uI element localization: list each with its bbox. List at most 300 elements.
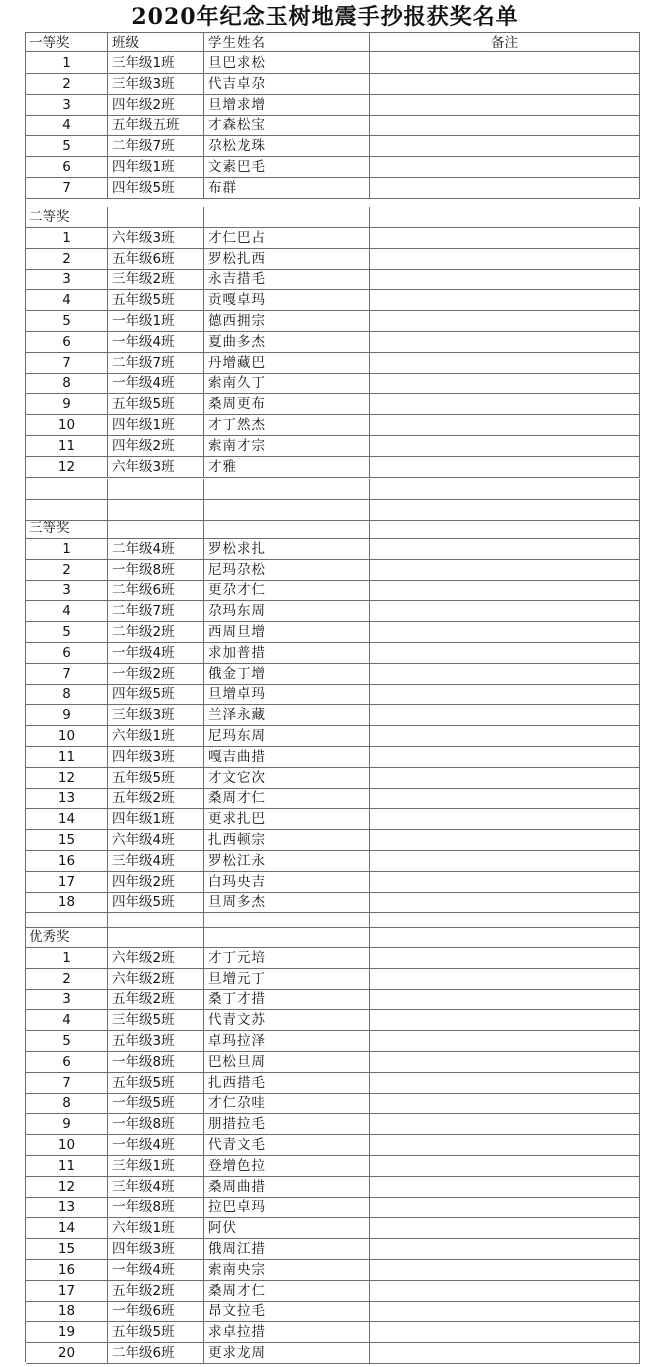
- table-row: [26, 643, 640, 664]
- remarks-cell: [370, 311, 640, 331]
- remarks-cell: [370, 436, 640, 456]
- section-label-row: [26, 927, 640, 948]
- table-row: [26, 1301, 640, 1322]
- class-name: 六年级2班: [108, 969, 204, 989]
- empty-cell: [26, 479, 108, 499]
- student-name: 西周旦增: [204, 622, 370, 642]
- student-name: 嘎吉曲措: [204, 747, 370, 767]
- empty-cell: [204, 479, 370, 499]
- table-row: [26, 1135, 640, 1156]
- class-name: 一年级1班: [108, 311, 204, 331]
- student-name: 才丁然杰: [204, 415, 370, 435]
- remarks-cell: [370, 969, 640, 989]
- class-name: 四年级3班: [108, 747, 204, 767]
- table-row: [26, 1197, 640, 1218]
- rank-number: 18: [26, 1301, 108, 1321]
- class-name: 一年级8班: [108, 1197, 204, 1217]
- table-row: [26, 788, 640, 809]
- empty-row: [26, 907, 640, 928]
- student-name: 桑周曲措: [204, 1177, 370, 1197]
- remarks-cell: [370, 872, 640, 892]
- rank-number: 20: [26, 1343, 108, 1363]
- table-row: [26, 95, 640, 116]
- table-row: [26, 74, 640, 95]
- rank-number: 14: [26, 1218, 108, 1238]
- rank-number: 14: [26, 809, 108, 829]
- rank-number: 10: [26, 1135, 108, 1155]
- rank-number: 12: [26, 457, 108, 477]
- remarks-cell: [370, 457, 640, 477]
- student-name: 罗松江永: [204, 851, 370, 871]
- student-name: 代青文毛: [204, 1135, 370, 1155]
- student-name: 扎西顿宗: [204, 830, 370, 850]
- table-row: [26, 560, 640, 581]
- empty-cell: [26, 907, 108, 927]
- empty-cell: [204, 907, 370, 927]
- rank-number: 6: [26, 332, 108, 352]
- student-name: 尼玛尕松: [204, 560, 370, 580]
- rank-number: 9: [26, 394, 108, 414]
- table-row: [26, 948, 640, 969]
- remarks-cell: [370, 290, 640, 310]
- remarks-cell: [370, 1322, 640, 1342]
- table-row: [26, 872, 640, 893]
- rank-number: 9: [26, 705, 108, 725]
- rank-number: 4: [26, 601, 108, 621]
- student-name: 才仁巴占: [204, 228, 370, 248]
- rank-number: 5: [26, 136, 108, 156]
- student-name: 朋措拉毛: [204, 1114, 370, 1134]
- student-name: 尼玛东周: [204, 726, 370, 746]
- table-row: [26, 436, 640, 457]
- class-name: 二年级7班: [108, 601, 204, 621]
- class-name: 一年级4班: [108, 1135, 204, 1155]
- student-name: 旦巴求松: [204, 53, 370, 73]
- table-row: [26, 115, 640, 136]
- student-name: 贡嘎卓玛: [204, 290, 370, 310]
- empty-cell: [26, 500, 108, 520]
- student-name: 旦增元丁: [204, 969, 370, 989]
- student-name: 尕玛东周: [204, 601, 370, 621]
- table-row: [26, 1322, 640, 1343]
- table-row: [26, 457, 640, 478]
- remarks-cell: [370, 1260, 640, 1280]
- remarks-cell: [370, 830, 640, 850]
- empty-cell: [108, 207, 204, 227]
- remarks-cell: [370, 622, 640, 642]
- class-name: 六年级1班: [108, 1218, 204, 1238]
- remarks-cell: [370, 989, 640, 1009]
- table-row: [26, 290, 640, 311]
- remarks-cell: [370, 1281, 640, 1301]
- remarks-cell: [370, 1343, 640, 1363]
- student-name: 才丁元培: [204, 948, 370, 968]
- rank-number: 11: [26, 1156, 108, 1176]
- student-name: 索南久丁: [204, 373, 370, 393]
- rank-number: 4: [26, 115, 108, 135]
- rank-number: 7: [26, 178, 108, 198]
- class-name: 三年级5班: [108, 1010, 204, 1030]
- empty-cell: [370, 500, 640, 520]
- student-name: 才森松宝: [204, 115, 370, 135]
- class-name: 五年级5班: [108, 1322, 204, 1342]
- remarks-cell: [370, 53, 640, 73]
- table-row: [26, 747, 640, 768]
- rank-number: 15: [26, 830, 108, 850]
- rank-number: 17: [26, 1281, 108, 1301]
- student-name: 索南央宗: [204, 1260, 370, 1280]
- remarks-cell: [370, 1156, 640, 1176]
- student-name-column-header: 学生姓名: [204, 33, 370, 53]
- remarks-cell: [370, 664, 640, 684]
- table-row: [26, 53, 640, 74]
- student-name: 白玛央吉: [204, 872, 370, 892]
- student-name: 文素巴毛: [204, 157, 370, 177]
- rank-number: 7: [26, 664, 108, 684]
- rank-number: 18: [26, 892, 108, 912]
- remarks-cell: [370, 948, 640, 968]
- remarks-cell: [370, 726, 640, 746]
- rank-number: 4: [26, 1010, 108, 1030]
- rank-number: 3: [26, 269, 108, 289]
- student-name: 昂文拉毛: [204, 1301, 370, 1321]
- class-name: 四年级2班: [108, 436, 204, 456]
- student-name: 阿伏: [204, 1218, 370, 1238]
- table-row: [26, 664, 640, 685]
- empty-cell: [108, 927, 204, 947]
- remarks-cell: [370, 1177, 640, 1197]
- class-name: 一年级4班: [108, 643, 204, 663]
- rank-number: 6: [26, 643, 108, 663]
- empty-cell: [204, 500, 370, 520]
- class-name: 一年级4班: [108, 1260, 204, 1280]
- class-name: 一年级8班: [108, 1052, 204, 1072]
- class-name: 六年级3班: [108, 457, 204, 477]
- remarks-cell: [370, 269, 640, 289]
- remarks-cell: [370, 353, 640, 373]
- remarks-cell: [370, 136, 640, 156]
- table-row: [26, 332, 640, 353]
- class-name: 三年级2班: [108, 269, 204, 289]
- student-name: 德西拥宗: [204, 311, 370, 331]
- rank-number: 6: [26, 1052, 108, 1072]
- empty-cell: [370, 518, 640, 538]
- class-name: 一年级4班: [108, 332, 204, 352]
- empty-cell: [108, 500, 204, 520]
- remarks-cell: [370, 115, 640, 135]
- student-name: 更求扎巴: [204, 809, 370, 829]
- class-name: 四年级3班: [108, 1239, 204, 1259]
- table-row: [26, 311, 640, 332]
- class-name: 四年级2班: [108, 872, 204, 892]
- class-name: 二年级6班: [108, 1343, 204, 1363]
- student-name: 罗松扎西: [204, 249, 370, 269]
- empty-cell: [204, 207, 370, 227]
- table-row: [26, 580, 640, 601]
- class-name: 六年级3班: [108, 228, 204, 248]
- table-row: [26, 157, 640, 178]
- table-row: [26, 1239, 640, 1260]
- remarks-cell: [370, 809, 640, 829]
- student-name: 登增色拉: [204, 1156, 370, 1176]
- rank-number: 2: [26, 74, 108, 94]
- class-name: 一年级8班: [108, 560, 204, 580]
- class-name: 四年级1班: [108, 415, 204, 435]
- class-name: 一年级8班: [108, 1114, 204, 1134]
- table-row: [26, 249, 640, 270]
- rank-number: 13: [26, 788, 108, 808]
- student-name: 旦增卓玛: [204, 684, 370, 704]
- student-name: 桑周才仁: [204, 1281, 370, 1301]
- rank-number: 8: [26, 373, 108, 393]
- table-row: [26, 726, 640, 747]
- remarks-cell: [370, 601, 640, 621]
- section-label-row: [26, 518, 640, 539]
- section-label: 优秀奖: [26, 927, 108, 947]
- remarks-cell: [370, 394, 640, 414]
- table-row: [26, 178, 640, 199]
- table-row: [26, 768, 640, 789]
- student-name: 桑周才仁: [204, 788, 370, 808]
- empty-cell: [370, 907, 640, 927]
- class-name: 一年级2班: [108, 664, 204, 684]
- table-row: [26, 1260, 640, 1281]
- table-row: [26, 269, 640, 290]
- student-name: 巴松旦周: [204, 1052, 370, 1072]
- student-name: 求卓拉措: [204, 1322, 370, 1342]
- empty-cell: [370, 207, 640, 227]
- rank-number: 17: [26, 872, 108, 892]
- class-name: 一年级4班: [108, 373, 204, 393]
- rank-number: 5: [26, 1031, 108, 1051]
- remarks-cell: [370, 1114, 640, 1134]
- student-name: 扎西措毛: [204, 1073, 370, 1093]
- rank-number: 9: [26, 1114, 108, 1134]
- remarks-cell: [370, 1093, 640, 1113]
- rank-number: 16: [26, 851, 108, 871]
- table-row: [26, 1343, 640, 1364]
- remarks-cell: [370, 1301, 640, 1321]
- student-name: 旦增求增: [204, 95, 370, 115]
- remarks-cell: [370, 332, 640, 352]
- remarks-cell: [370, 643, 640, 663]
- remarks-cell: [370, 851, 640, 871]
- table-row: [26, 1281, 640, 1302]
- class-name: 五年级6班: [108, 249, 204, 269]
- table-row: [26, 601, 640, 622]
- empty-cell: [108, 518, 204, 538]
- table-row: [26, 622, 640, 643]
- sheet-left-border: [25, 32, 26, 1362]
- empty-cell: [204, 927, 370, 947]
- class-name: 四年级1班: [108, 809, 204, 829]
- class-name: 四年级5班: [108, 684, 204, 704]
- remarks-cell: [370, 705, 640, 725]
- rank-number: 1: [26, 53, 108, 73]
- table-row: [26, 1031, 640, 1052]
- rank-number: 13: [26, 1197, 108, 1217]
- rank-number: 8: [26, 1093, 108, 1113]
- class-column-header: 班级: [108, 33, 204, 53]
- class-name: 二年级4班: [108, 539, 204, 559]
- table-row: [26, 830, 640, 851]
- student-name: 兰泽永藏: [204, 705, 370, 725]
- table-row: [26, 373, 640, 394]
- remarks-cell: [370, 747, 640, 767]
- section-label: 三等奖: [26, 518, 108, 538]
- remarks-cell: [370, 249, 640, 269]
- class-name: 四年级5班: [108, 892, 204, 912]
- rank-number: 7: [26, 353, 108, 373]
- student-name: 求加普措: [204, 643, 370, 663]
- rank-number: 2: [26, 560, 108, 580]
- empty-row: [26, 500, 640, 521]
- student-name: 代吉卓尕: [204, 74, 370, 94]
- class-name: 四年级1班: [108, 157, 204, 177]
- remarks-cell: [370, 1073, 640, 1093]
- empty-cell: [108, 479, 204, 499]
- remarks-cell: [370, 1135, 640, 1155]
- class-name: 一年级6班: [108, 1301, 204, 1321]
- class-name: 三年级1班: [108, 1156, 204, 1176]
- class-name: 二年级7班: [108, 353, 204, 373]
- student-name: 旦周多杰: [204, 892, 370, 912]
- class-name: 一年级5班: [108, 1093, 204, 1113]
- student-name: 布群: [204, 178, 370, 198]
- remarks-cell: [370, 560, 640, 580]
- student-name: 卓玛拉泽: [204, 1031, 370, 1051]
- class-name: 三年级1班: [108, 53, 204, 73]
- class-name: 三年级4班: [108, 1177, 204, 1197]
- class-name: 五年级五班: [108, 115, 204, 135]
- class-name: 五年级2班: [108, 788, 204, 808]
- rank-number: 2: [26, 969, 108, 989]
- student-name: 夏曲多杰: [204, 332, 370, 352]
- page-title: 2020年纪念玉树地震手抄报获奖名单: [131, 4, 519, 30]
- remarks-cell: [370, 228, 640, 248]
- remarks-column-header: 备注: [370, 33, 640, 53]
- remarks-cell: [370, 1052, 640, 1072]
- table-row: [26, 851, 640, 872]
- student-name: 拉巴卓玛: [204, 1197, 370, 1217]
- table-row: [26, 1114, 640, 1135]
- student-name: 更求龙周: [204, 1343, 370, 1363]
- remarks-cell: [370, 1239, 640, 1259]
- class-name: 二年级7班: [108, 136, 204, 156]
- rank-number: 12: [26, 768, 108, 788]
- empty-cell: [204, 518, 370, 538]
- rank-number: 1: [26, 228, 108, 248]
- table-row: [26, 705, 640, 726]
- student-name: 代青文苏: [204, 1010, 370, 1030]
- rank-number: 11: [26, 747, 108, 767]
- remarks-cell: [370, 788, 640, 808]
- table-row: [26, 1073, 640, 1094]
- first-prize-label: 一等奖: [26, 33, 108, 53]
- class-name: 六年级2班: [108, 948, 204, 968]
- rank-number: 3: [26, 989, 108, 1009]
- section-label: 二等奖: [26, 207, 108, 227]
- empty-cell: [370, 927, 640, 947]
- rank-number: 19: [26, 1322, 108, 1342]
- table-row: [26, 1218, 640, 1239]
- table-row: [26, 415, 640, 436]
- rank-number: 8: [26, 684, 108, 704]
- class-name: 六年级1班: [108, 726, 204, 746]
- remarks-cell: [370, 684, 640, 704]
- rank-number: 15: [26, 1239, 108, 1259]
- table-row: [26, 539, 640, 560]
- table-row: [26, 809, 640, 830]
- remarks-cell: [370, 157, 640, 177]
- student-name: 俄周江措: [204, 1239, 370, 1259]
- class-name: 六年级4班: [108, 830, 204, 850]
- remarks-cell: [370, 580, 640, 600]
- student-name: 更尕才仁: [204, 580, 370, 600]
- class-name: 五年级3班: [108, 1031, 204, 1051]
- rank-number: 1: [26, 948, 108, 968]
- student-name: 丹增藏巴: [204, 353, 370, 373]
- table-row: [26, 136, 640, 157]
- empty-cell: [108, 907, 204, 927]
- rank-number: 3: [26, 580, 108, 600]
- rank-number: 12: [26, 1177, 108, 1197]
- remarks-cell: [370, 1010, 640, 1030]
- remarks-cell: [370, 1197, 640, 1217]
- student-name: 桑周更布: [204, 394, 370, 414]
- remarks-cell: [370, 768, 640, 788]
- class-name: 五年级5班: [108, 768, 204, 788]
- class-name: 三年级3班: [108, 705, 204, 725]
- class-name: 五年级5班: [108, 394, 204, 414]
- section-label-row: [26, 207, 640, 228]
- remarks-cell: [370, 178, 640, 198]
- rank-number: 10: [26, 415, 108, 435]
- table-row: [26, 684, 640, 705]
- student-name: 桑丁才措: [204, 989, 370, 1009]
- rank-number: 11: [26, 436, 108, 456]
- table-row: [26, 969, 640, 990]
- student-name: 永吉措毛: [204, 269, 370, 289]
- empty-cell: [370, 479, 640, 499]
- student-name: 才雅: [204, 457, 370, 477]
- table-row: [26, 228, 640, 249]
- remarks-cell: [370, 539, 640, 559]
- rank-number: 16: [26, 1260, 108, 1280]
- table-row: [26, 1156, 640, 1177]
- student-name: 才文它次: [204, 768, 370, 788]
- rank-number: 1: [26, 539, 108, 559]
- table-row: [26, 989, 640, 1010]
- table-row: [26, 1052, 640, 1073]
- class-name: 五年级5班: [108, 290, 204, 310]
- remarks-cell: [370, 373, 640, 393]
- student-name: 俄金丁增: [204, 664, 370, 684]
- remarks-cell: [370, 415, 640, 435]
- header-row: [26, 33, 640, 52]
- class-name: 五年级2班: [108, 989, 204, 1009]
- remarks-cell: [370, 95, 640, 115]
- student-name: 索南才宗: [204, 436, 370, 456]
- class-name: 四年级2班: [108, 95, 204, 115]
- remarks-cell: [370, 74, 640, 94]
- table-row: [26, 1177, 640, 1198]
- empty-row: [26, 479, 640, 500]
- class-name: 五年级5班: [108, 1073, 204, 1093]
- rank-number: 5: [26, 311, 108, 331]
- rank-number: 4: [26, 290, 108, 310]
- student-name: 尕松龙珠: [204, 136, 370, 156]
